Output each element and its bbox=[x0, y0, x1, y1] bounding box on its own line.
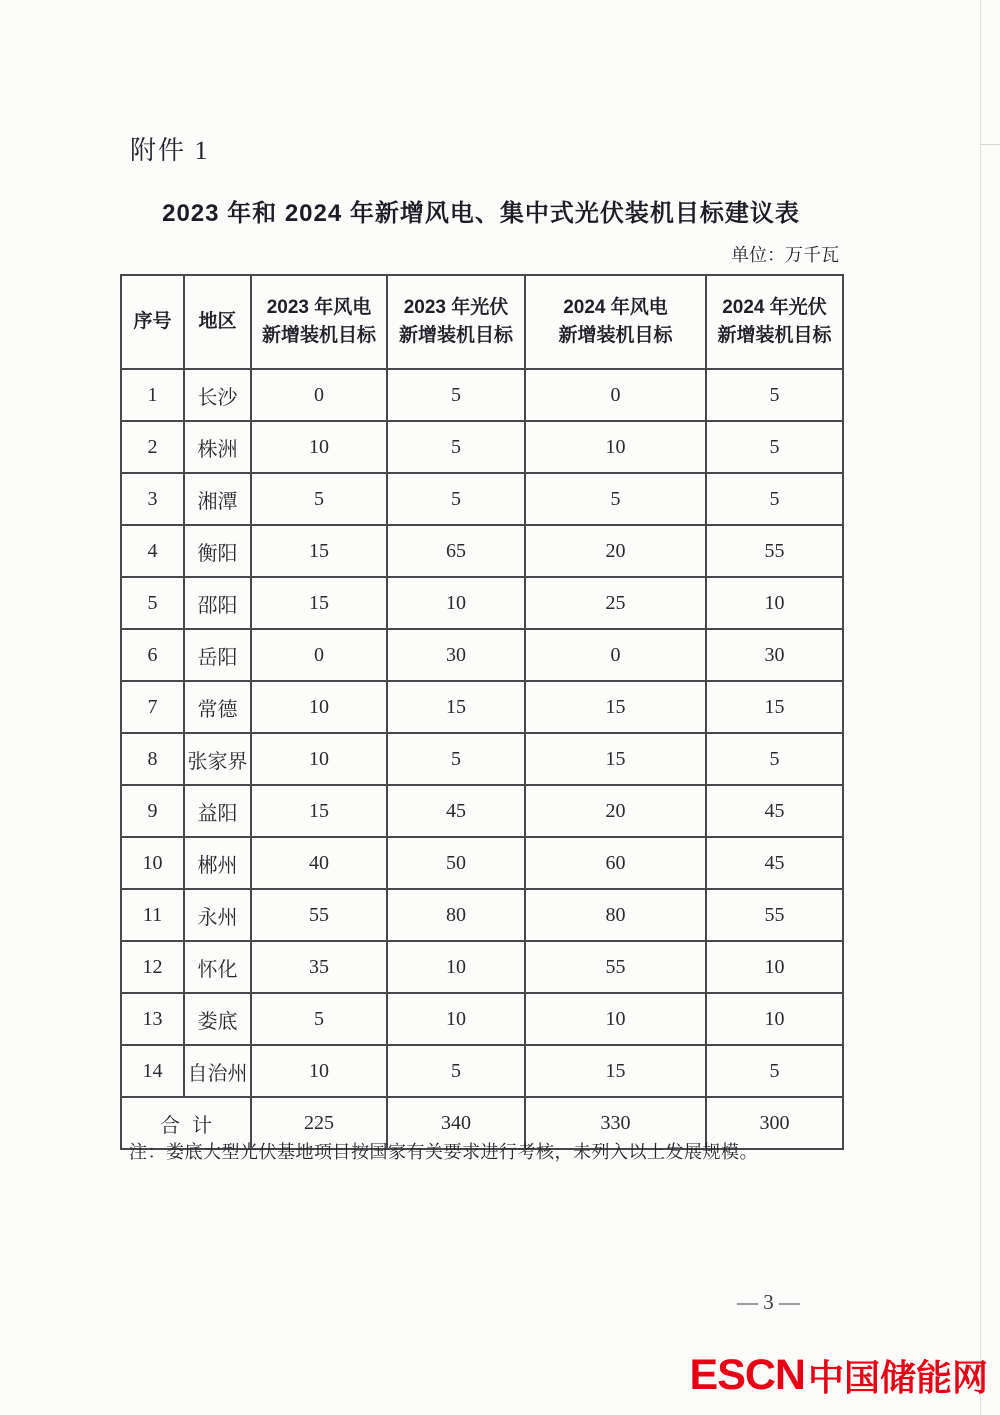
unit-label: 单位：万千瓦 bbox=[731, 245, 839, 265]
header-text-line2: 新增装机目标 bbox=[261, 325, 376, 346]
header-text-line2: 新增装机目标 bbox=[558, 325, 673, 346]
value-cell: 10 bbox=[251, 421, 387, 473]
value-cell: 45 bbox=[706, 785, 843, 837]
value-cell: 15 bbox=[706, 681, 843, 733]
value-cell: 10 bbox=[525, 993, 706, 1045]
header-text: 地区 bbox=[198, 310, 237, 332]
value-cell: 10 bbox=[251, 681, 387, 733]
total-value-cell: 225 bbox=[251, 1097, 387, 1149]
header-text-line1: 2023 年风电 bbox=[266, 296, 372, 318]
row-number-cell: 11 bbox=[121, 889, 184, 941]
row-number-cell: 12 bbox=[121, 941, 184, 993]
region-cell: 长沙 bbox=[184, 369, 251, 421]
header-text-line1: 2023 年光伏 bbox=[403, 296, 509, 318]
value-cell: 5 bbox=[706, 733, 843, 785]
value-cell: 5 bbox=[387, 473, 525, 525]
region-cell: 张家界 bbox=[184, 733, 251, 785]
row-number-cell: 9 bbox=[121, 785, 184, 837]
region-cell: 永州 bbox=[184, 889, 251, 941]
value-cell: 15 bbox=[525, 681, 706, 733]
header-cell-2023-wind bbox=[251, 275, 387, 369]
value-cell: 25 bbox=[525, 577, 706, 629]
row-number-cell: 3 bbox=[121, 473, 184, 525]
value-cell: 15 bbox=[251, 525, 387, 577]
escn-logo bbox=[690, 1350, 988, 1401]
value-cell: 10 bbox=[387, 941, 525, 993]
region-cell: 自治州 bbox=[184, 1045, 251, 1097]
header-text: 序号 bbox=[133, 310, 172, 332]
row-number-cell: 14 bbox=[121, 1045, 184, 1097]
value-cell: 80 bbox=[525, 889, 706, 941]
region-cell: 益阳 bbox=[184, 785, 251, 837]
attachment-label: 附件 1 bbox=[130, 136, 210, 165]
region-cell: 怀化 bbox=[184, 941, 251, 993]
region-cell: 岳阳 bbox=[184, 629, 251, 681]
escn-logo-en: ESCN bbox=[689, 1351, 805, 1399]
table-header-row bbox=[121, 275, 843, 369]
page-number: — 3 — bbox=[737, 1290, 800, 1314]
header-text-line1: 2024 年风电 bbox=[563, 296, 668, 318]
value-cell: 50 bbox=[387, 837, 525, 889]
region-cell: 株洲 bbox=[184, 421, 251, 473]
table-row bbox=[121, 473, 843, 525]
table-row bbox=[121, 629, 843, 681]
table-row bbox=[121, 577, 843, 629]
row-number-cell: 5 bbox=[121, 577, 184, 629]
header-cell-2023-solar bbox=[387, 275, 525, 369]
value-cell: 55 bbox=[251, 889, 387, 941]
region-cell: 郴州 bbox=[184, 837, 251, 889]
table-row bbox=[121, 681, 843, 733]
value-cell: 5 bbox=[706, 421, 843, 473]
row-number-cell: 10 bbox=[121, 837, 184, 889]
region-cell: 邵阳 bbox=[184, 577, 251, 629]
value-cell: 10 bbox=[251, 733, 387, 785]
value-cell: 15 bbox=[251, 577, 387, 629]
table-row bbox=[121, 941, 843, 993]
table-body bbox=[121, 369, 843, 1097]
value-cell: 5 bbox=[706, 473, 843, 525]
row-number-cell: 6 bbox=[121, 629, 184, 681]
table-row bbox=[121, 525, 843, 577]
total-label: 合计 bbox=[121, 1097, 251, 1149]
value-cell: 10 bbox=[525, 421, 706, 473]
table-row bbox=[121, 1045, 843, 1097]
value-cell: 80 bbox=[387, 889, 525, 941]
header-cell-2024-solar bbox=[706, 275, 843, 369]
row-number-cell: 1 bbox=[121, 369, 184, 421]
region-cell: 衡阳 bbox=[184, 525, 251, 577]
value-cell: 10 bbox=[387, 577, 525, 629]
value-cell: 55 bbox=[525, 941, 706, 993]
value-cell: 0 bbox=[525, 369, 706, 421]
header-cell-region bbox=[184, 275, 251, 369]
value-cell: 15 bbox=[525, 733, 706, 785]
header-cell-no bbox=[121, 275, 184, 369]
value-cell: 55 bbox=[706, 889, 843, 941]
header-text-line1: 2024 年光伏 bbox=[722, 296, 827, 318]
table-row bbox=[121, 993, 843, 1045]
value-cell: 60 bbox=[525, 837, 706, 889]
table-row bbox=[121, 369, 843, 421]
row-number-cell: 4 bbox=[121, 525, 184, 577]
value-cell: 10 bbox=[706, 941, 843, 993]
table-row bbox=[121, 889, 843, 941]
value-cell: 15 bbox=[251, 785, 387, 837]
value-cell: 10 bbox=[387, 993, 525, 1045]
table-header bbox=[121, 275, 843, 369]
value-cell: 10 bbox=[706, 577, 843, 629]
footnote: 注：娄底大型光伏基地项目按国家有关要求进行考核，未列入以上发展规模。 bbox=[129, 1142, 758, 1162]
table-row bbox=[121, 733, 843, 785]
row-number-cell: 2 bbox=[121, 421, 184, 473]
header-cell-2024-wind bbox=[525, 275, 706, 369]
value-cell: 65 bbox=[387, 525, 525, 577]
value-cell: 45 bbox=[706, 837, 843, 889]
page-title: 2023 年和 2024 年新增风电、集中式光伏装机目标建议表 bbox=[162, 200, 800, 227]
value-cell: 5 bbox=[387, 1045, 525, 1097]
header-text-line2: 新增装机目标 bbox=[717, 325, 832, 346]
value-cell: 5 bbox=[706, 369, 843, 421]
value-cell: 55 bbox=[706, 525, 843, 577]
value-cell: 15 bbox=[387, 681, 525, 733]
value-cell: 10 bbox=[251, 1045, 387, 1097]
scan-edge-line bbox=[980, 0, 981, 1415]
total-value-cell: 340 bbox=[387, 1097, 525, 1149]
value-cell: 0 bbox=[251, 629, 387, 681]
value-cell: 5 bbox=[387, 733, 525, 785]
region-cell: 湘潭 bbox=[184, 473, 251, 525]
value-cell: 5 bbox=[251, 993, 387, 1045]
header-text-line2: 新增装机目标 bbox=[398, 325, 513, 346]
scan-edge-tick bbox=[981, 144, 1000, 145]
value-cell: 0 bbox=[251, 369, 387, 421]
value-cell: 5 bbox=[387, 421, 525, 473]
value-cell: 5 bbox=[525, 473, 706, 525]
row-number-cell: 8 bbox=[121, 733, 184, 785]
escn-logo-cn: 中国储能网 bbox=[807, 1357, 988, 1398]
value-cell: 10 bbox=[706, 993, 843, 1045]
row-number-cell: 7 bbox=[121, 681, 184, 733]
region-cell: 娄底 bbox=[184, 993, 251, 1045]
region-cell: 常德 bbox=[184, 681, 251, 733]
value-cell: 30 bbox=[706, 629, 843, 681]
value-cell: 5 bbox=[706, 1045, 843, 1097]
value-cell: 5 bbox=[387, 369, 525, 421]
value-cell: 20 bbox=[525, 525, 706, 577]
value-cell: 35 bbox=[251, 941, 387, 993]
total-value-cell: 330 bbox=[525, 1097, 706, 1149]
value-cell: 30 bbox=[387, 629, 525, 681]
table-row bbox=[121, 421, 843, 473]
total-value-cell: 300 bbox=[706, 1097, 843, 1149]
value-cell: 20 bbox=[525, 785, 706, 837]
value-cell: 5 bbox=[251, 473, 387, 525]
value-cell: 0 bbox=[525, 629, 706, 681]
value-cell: 15 bbox=[525, 1045, 706, 1097]
targets-table bbox=[120, 274, 844, 1150]
value-cell: 40 bbox=[251, 837, 387, 889]
table-row bbox=[121, 785, 843, 837]
value-cell: 45 bbox=[387, 785, 525, 837]
table-row bbox=[121, 837, 843, 889]
row-number-cell: 13 bbox=[121, 993, 184, 1045]
